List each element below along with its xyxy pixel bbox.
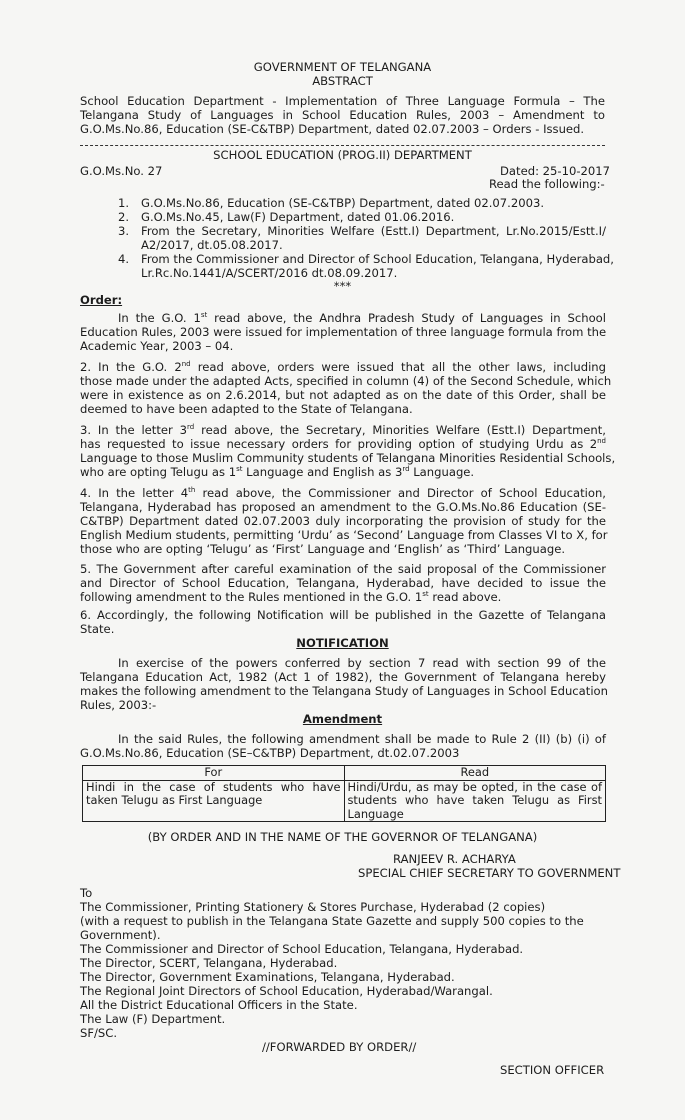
read-line: students who have taken Telugu as First [347,793,602,807]
para-6-line: 6. Accordingly, the following Notification will be published in the Gazette of Telangana [80,608,606,622]
read-line: Hindi/Urdu, as may be opted, in the case of [347,779,602,794]
recipient-line: The Regional Joint Directors of School Education, Hyderabad/Warangal. [80,984,493,998]
recipient-line: All the District Educational Officers in the State. [80,998,358,1012]
amendment-table [82,765,606,822]
para-4-line: Telangana, Hyderabad has proposed an amendment to the G.O.Ms.No.86 Education (SE- [80,500,606,514]
ref-num: 1. [118,196,130,210]
recipient-line: The Director, Government Examinations, Telangana, Hyderabad. [80,970,455,984]
table-cell-for [83,780,345,822]
department-heading: SCHOOL EDUCATION (PROG.II) DEPARTMENT [213,148,472,162]
dashed-divider [80,145,605,146]
para-2-line: deemed to have been adapted to the State of Telangana. [80,402,413,416]
para-4-line: those who are opting ‘Telugu’ as ‘First’ Language and ‘English’ as ‘Third’ Language. [80,542,566,556]
recipient-line: SF/SC. [80,1026,118,1040]
para-3-line: who are opting Telugu as 1st Language and English as 3rd Language. [80,465,475,479]
ref-line: Lr.Rc.No.1441/A/SCERT/2016 dt.08.09.2017. [141,266,398,280]
notification-line: Rules, 2003:- [80,698,157,712]
para-5-line: and Director of School Education, Telangana, Hyderabad, have decided to issue the [80,576,606,590]
para-3-line: has requested to issue necessary orders for providing option of studying Urdu as 2nd [80,437,606,451]
notification-line: makes the following amendment to the Telangana Study of Languages in School Education [80,684,608,698]
para-6-line: State. [80,622,115,636]
section-officer: SECTION OFFICER [500,1063,605,1077]
para-2-line: those made under the adapted Acts, specified in column (4) of the Second Schedule, which [80,374,612,388]
table-header-read: Read [344,766,606,781]
ref-line: From the Secretary, Minorities Welfare (Estt.I) Department, Lr.No.2015/Estt.I/ [141,224,606,238]
table-header-for: For [83,766,345,781]
stars-separator: *** [333,279,352,293]
para-3-line: Language to those Muslim Community students of Telangana Minorities Residential Schools, [80,451,616,465]
notification-line: In exercise of the powers conferred by section 7 read with section 99 of the [118,656,606,670]
for-line: taken Telugu as First Language [86,793,263,807]
recipient-line: The Commissioner, Printing Stationery & Stores Purchase, Hyderabad (2 copies) [80,900,546,914]
go-date: Dated: 25-10-2017 [500,164,611,178]
order-heading: Order: [80,293,123,307]
para-4-line: 4. In the letter 4th read above, the Commissioner and Director of School Education, [80,486,606,500]
to-label: To [80,886,93,900]
para-1-line: Education Rules, 2003 were issued for implementation of three language formula from the [80,325,607,339]
forwarded-line: //FORWARDED BY ORDER// [262,1040,417,1054]
ref-line: G.O.Ms.No.45, Law(F) Department, dated 01.06.2016. [141,210,455,224]
para-5-line: 5. The Government after careful examination of the said proposal of the Commissioner [80,562,606,576]
recipient-line: The Director, SCERT, Telangana, Hyderabad. [80,956,338,970]
ref-line: From the Commissioner and Director of School Education, Telangana, Hyderabad, [141,252,614,266]
table-cell-read [344,780,606,822]
subject-line-1: School Education Department - Implementation of Three Language Formula – The [80,94,605,108]
amendment-heading: Amendment [302,712,383,726]
for-line: Hindi in the case of students who have [86,779,341,794]
subject-line-3: G.O.Ms.No.86, Education (SE-C&TBP) Department, dated 02.07.2003 – Orders - Issued. [80,122,585,136]
recipient-line: The Commissioner and Director of School Education, Telangana, Hyderabad. [80,942,524,956]
abstract-heading: ABSTRACT [312,74,373,88]
ref-num: 3. [118,224,130,238]
recipient-line: Government). [80,928,161,942]
para-1-line: In the G.O. 1st read above, the Andhra Pradesh Study of Languages in School [118,311,606,325]
para-4-line: C&TBP) Department dated 02.07.2003 duly incorporating the provision of study for the [80,514,606,528]
amendment-intro-line: G.O.Ms.No.86, Education (SE–C&TBP) Department, dt.02.07.2003 [80,746,460,760]
ref-line: G.O.Ms.No.86, Education (SE-C&TBP) Department, dated 02.07.2003. [141,196,545,210]
para-3-line: 3. In the letter 3rd read above, the Secretary, Minorities Welfare (Estt.I) Department, [80,423,606,437]
para-2-line: 2. In the G.O. 2nd read above, orders were issued that all the other laws, including [80,360,607,374]
signatory-name: RANJEEV R. ACHARYA [393,852,516,866]
amendment-intro-line: In the said Rules, the following amendment shall be made to Rule 2 (II) (b) (i) of [118,732,606,746]
para-2-line: were in existence as on 2.6.2014, but not adapted as on the date of this Order, shall be [80,388,606,402]
ref-num: 4. [118,252,130,266]
notification-line: Telangana Education Act, 1982 (Act 1 of 1982), the Government of Telangana hereby [80,670,606,684]
signatory-title: SPECIAL CHIEF SECRETARY TO GOVERNMENT [358,866,621,880]
ref-line: A2/2017, dt.05.08.2017. [141,238,283,252]
notification-heading: NOTIFICATION [296,636,389,650]
ref-num: 2. [118,210,130,224]
read-line: Language [347,806,404,821]
go-number: G.O.Ms.No. 27 [80,164,163,178]
govt-heading: GOVERNMENT OF TELANGANA [253,60,432,74]
recipient-line: The Law (F) Department. [80,1012,226,1026]
para-4-line: English Medium students, permitting ‘Urdu’ as ‘Second’ Language from Classes VI to X, for [80,528,608,542]
subject-line-2: Telangana Study of Languages in School Education Rules, 2003 – Amendment to [80,108,605,122]
recipient-line: (with a request to publish in the Telangana State Gazette and supply 500 copies to the [80,914,584,928]
by-order-line: (BY ORDER AND IN THE NAME OF THE GOVERNOR OF TELANGANA) [147,830,538,844]
read-following: Read the following:- [489,177,605,191]
para-1-line: Academic Year, 2003 – 04. [80,339,234,353]
para-5-line: following amendment to the Rules mentioned in the G.O. 1st read above. [80,590,502,604]
